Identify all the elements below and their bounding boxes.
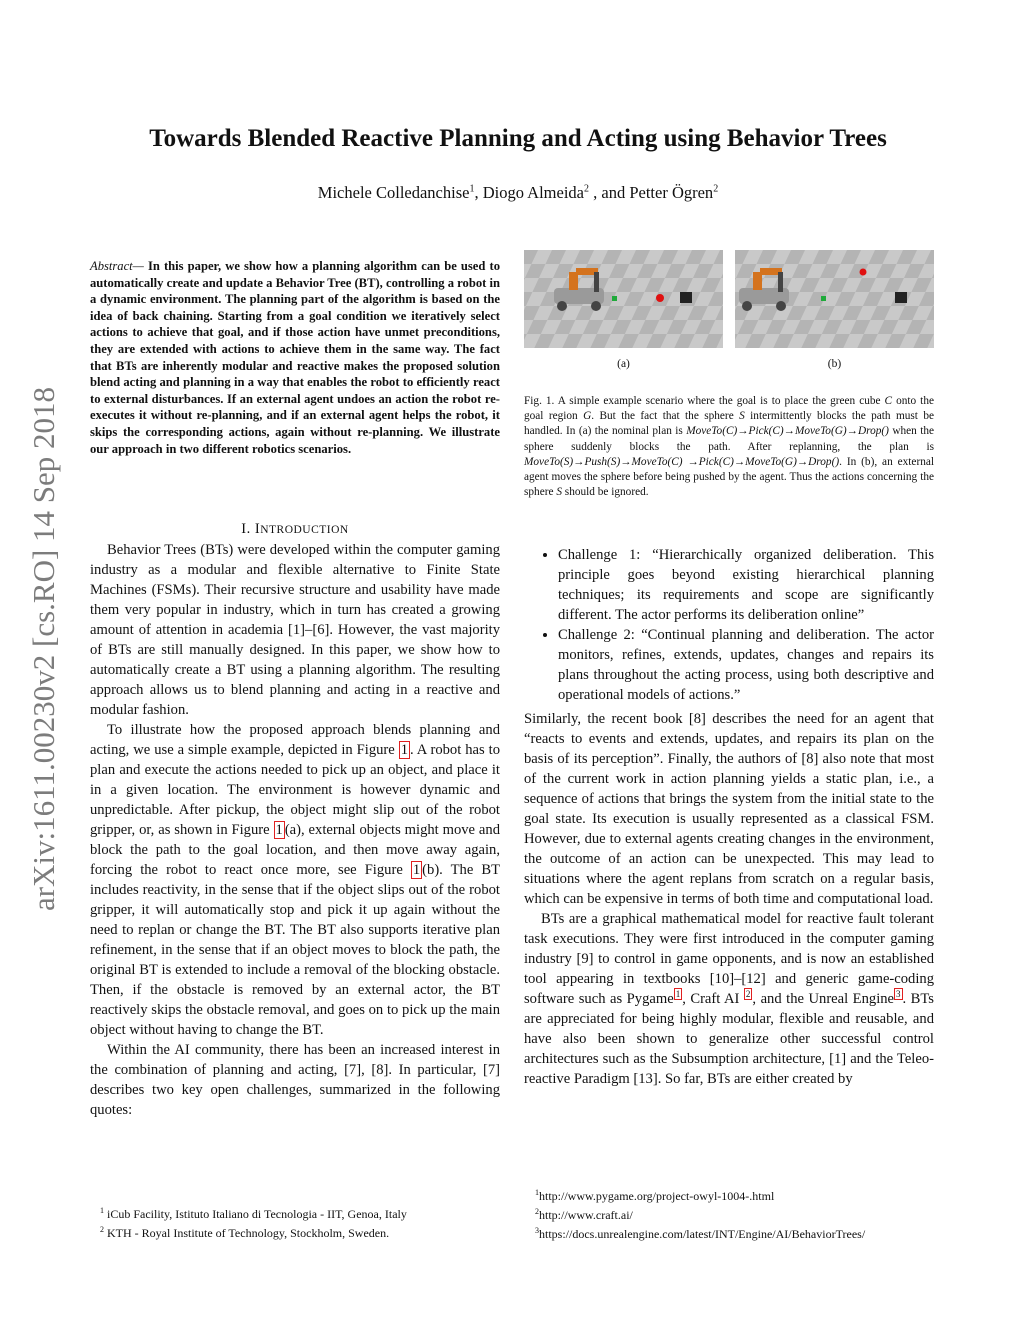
goal-marker [680, 292, 692, 303]
footnote: $^3$https://docs.unrealengine.com/latest/INT/Engine/AI/BehaviorTrees/ [535, 1226, 866, 1241]
figure-ref-link[interactable]: 1 [412, 862, 421, 878]
paragraph: Similarly, the recent book [8] describes the need for an agent that “reacts to events and extends, updates, and repairs its plan on the basis of its perception”. Finally, the authors of [8] also note that most of the current work in action planning yields a static plan, i.e., a sequence of actions that brings the system from the initial state to the goal state. Its execution is usually represented as a classical FSM. However, due to external agents creating changes in the environment, the outcome of an action can be unexpected. This may lead to situations where the agent replans from scratch on a regular basis, which can be expensive in terms of both time and computational load. [524, 711, 934, 907]
subfigure-label: (a) [617, 358, 630, 370]
figure-ref-link[interactable]: 1 [275, 822, 283, 838]
green-cube [612, 296, 617, 301]
red-sphere [860, 269, 867, 276]
list-item: • Challenge 1: “Hierarchically organized deliberation. This principle goes beyond existing hierarchical planning techniques; its requirements and scope are significantly different. The actor performs its deliberation online” [558, 545, 934, 625]
challenge-list [524, 545, 934, 705]
floor-tiles [524, 250, 723, 348]
footnote: $^2$ KTH - Royal Institute of Technology, Stockholm, Sweden. [100, 1225, 390, 1240]
section-heading: I. INTRODUCTION [241, 521, 349, 537]
footnote-url[interactable]: http://www.craft.ai/ [539, 1208, 633, 1222]
green-cube [821, 296, 826, 301]
red-sphere [656, 294, 664, 302]
subfigure-label: (b) [827, 358, 842, 370]
abstract [90, 258, 500, 457]
footnote-url[interactable]: http://www.pygame.org/project-owyl-1004-.html [539, 1189, 775, 1203]
left-column [90, 540, 500, 1120]
affiliation-mark: 2 [713, 183, 719, 195]
abstract-lead: Abstract— [90, 259, 144, 273]
figure-ref-link[interactable]: 1 [400, 742, 408, 758]
paper-title: Towards Blended Reactive Planning and Acting using Behavior Trees [149, 125, 887, 152]
footnote: $^1$http://www.pygame.org/project-owyl-1004-.html [535, 1188, 775, 1203]
footnote: $^2$http://www.craft.ai/ [535, 1207, 633, 1222]
affiliation-mark: 2 [584, 183, 589, 195]
figure-1b-image [735, 250, 934, 348]
affiliation-footnotes [100, 1203, 500, 1241]
paragraph: To illustrate how the proposed approach blends planning and acting, we use a simple example, depicted in Figure 1 . A robot has to plan and execute the actions needed to pick up an object, and place it in a given location. The environment is however dynamic and unpredictable. After pickup, the object might slip out of the robot gripper, or, as shown in Figure 1 (a), external objects might move and block the path to the goal location, and then move away again, forcing the robot to react once more, see Figure 1 (b). The BT includes reactivity, in the sense that if the object slips out of the robot gripper, it will automatically stop and pick it up again without the need to replan or change the BT. The BT also supports iterative plan refinement, in the sense that if an object moves to block the path, the original BT is extended to include a removal of the blocking obstacle. Then, if the obstacle is removed by an external actor, the BT reactively skips the obstacle removal, and goes on to pick up the main object without having to change the BT. [90, 722, 501, 1038]
arxiv-identifier: arXiv:1611.00230v2 [cs.RO] 14 Sep 2018 [26, 386, 61, 912]
author-name: Petter Ögren [629, 183, 714, 202]
footnote-ref-link[interactable]: 2 [745, 989, 751, 1000]
url-footnotes [535, 1185, 935, 1242]
figure-caption: Fig. 1. A simple example scenario where the goal is to place the green cube C onto the goal region G. But the fact that the sphere S intermittently blocks the path must be handled. In (a) the nominal plan is MoveTo(C)→Pick(C)→MoveTo(G)→Drop() when the sphere suddenly blocks the path. After replanning, the plan is MoveTo(S)→Push(S)→MoveTo(C) →Pick(C)→MoveTo(G)→Drop(). In (b), an external agent moves the sphere before being pushed by the agent. Thus the actions concerning the sphere S should be ignored. [524, 395, 935, 499]
right-column [524, 545, 934, 1089]
abstract-text: In this paper, we show how a planning algorithm can be used to automatically create and update a Behavior Tree (BT), controlling a robot in a dynamic environment. The planning part of the algorithm is based on the idea of back chaining. Starting from a goal condition we iteratively select actions to achieve that goal, and if those action have unmet preconditions, they are extended with actions to achieve them in the same way. The fact that BTs are inherently modular and reactive makes the proposed solution blend acting and planning in a way that enables the robot to efficiently react to external disturbances. If an external agent undoes an action the robot re-executes it without re-planning, and if an external agent helps the robot, it skips the corresponding actions, again without re-planning. We illustrate our approach in two different robotics scenarios. [90, 259, 500, 456]
paragraph: BTs are a graphical mathematical model for reactive fault tolerant task executions. They were first introduced in the computer gaming industry [9] to control in game opponents, and is now an established tool appearing in textbooks [10]–[12] and generic game-coding software such as Pygame $^1$ , Craft AI $^2$ , and the Unreal Engine $^3$ . BTs are appreciated for being highly modular, flexible and reusable, and have also been shown to generalize other successful control architectures such as the Subsumption architecture, [1] and the Teleo-reactive Paradigm [13]. So far, BTs are either created by [524, 911, 934, 1087]
footnote-ref-link[interactable]: 3 [896, 989, 901, 1000]
footnote-ref-link[interactable]: 1 [675, 989, 681, 1000]
paragraph: Behavior Trees (BTs) were developed within the computer gaming industry as a modular and flexible alternative to Finite State Machines (FSMs). Their recursive structure and usability have made them very popular in industry, which in turn has created a growing amount of attention in academia [1]–[6]. However, the vast majority of BTs are still manually designed. In this paper, we show how to automatically create a BT using a planning algorithm. The resulting approach allows us to blend planning and acting in a reactive and modular fashion. [90, 542, 500, 718]
figure-1a-image [524, 250, 723, 348]
author-name: Michele Colledanchise [317, 183, 470, 202]
list-item: • Challenge 2: “Continual planning and deliberation. The actor monitors, refines, extends, updates, changes and repairs its plans throughout the acting process, using both descriptive and operational models of actions.” [558, 625, 934, 705]
affiliation-mark: 1 [469, 183, 475, 195]
footnote-url[interactable]: https://docs.unrealengine.com/latest/INT/Engine/AI/BehaviorTrees/ [539, 1227, 866, 1241]
footnote: $^1$ iCub Facility, Istituto Italiano di Tecnologia - IIT, Genoa, Italy [100, 1206, 407, 1221]
author-line: Michele Colledanchise$^1$, Diogo Almeida$^2$ , and Petter Ögren$^2$ [317, 183, 719, 202]
goal-marker [895, 292, 907, 303]
author-name: Diogo Almeida [482, 183, 584, 202]
paragraph: Within the AI community, there has been an increased interest in the combination of planning and acting, [7], [8]. In particular, [7] describes two key open challenges, summarized in the following quotes: [90, 1042, 500, 1118]
